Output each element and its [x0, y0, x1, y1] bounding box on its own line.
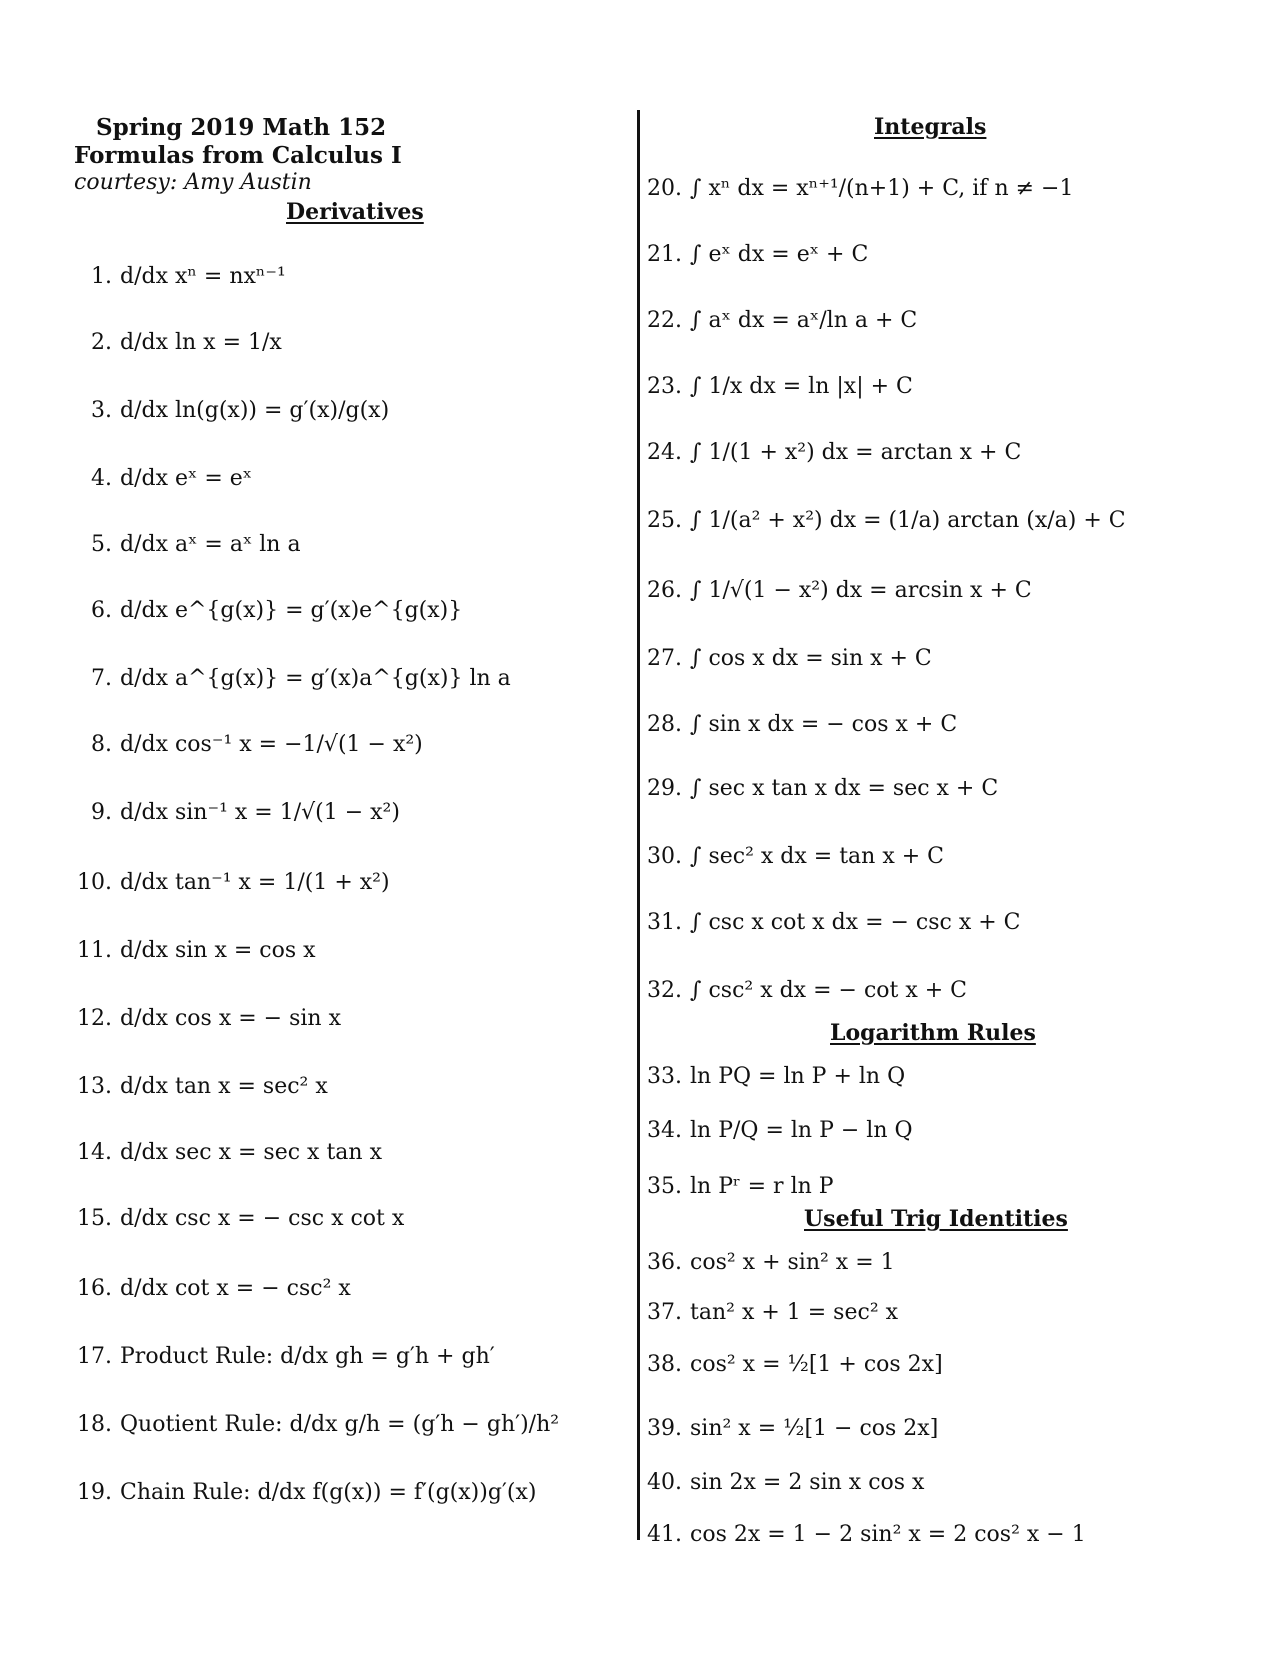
formula-number: 36. [647, 1250, 682, 1275]
formula-number: 15. [77, 1206, 112, 1231]
sheet-subtitle: Formulas from Calculus I [74, 142, 402, 169]
formula-number: 29. [647, 776, 682, 801]
formula-expression: ∫ sec² x dx = tan x + C [690, 844, 944, 869]
formula-expression: d/dx ln(g(x)) = g′(x)/g(x) [120, 398, 390, 423]
formula-number: 7. [91, 666, 112, 691]
formula-expression: cos² x + sin² x = 1 [690, 1250, 895, 1275]
formula-number: 40. [647, 1470, 682, 1495]
formula-expression: d/dx sec x = sec x tan x [120, 1140, 382, 1165]
trig-identities-heading: Useful Trig Identities [804, 1206, 1068, 1232]
formula-expression: Product Rule: d/dx gh = g′h + gh′ [120, 1344, 495, 1369]
formula-expression: sin² x = ½[1 − cos 2x] [690, 1416, 939, 1441]
formula-number: 13. [77, 1074, 112, 1099]
formula-number: 9. [91, 800, 112, 825]
formula-number: 34. [647, 1118, 682, 1143]
formula-number: 4. [91, 466, 112, 491]
formula-number: 8. [91, 732, 112, 757]
formula-expression: d/dx sin⁻¹ x = 1/√(1 − x²) [120, 800, 400, 825]
formula-number: 35. [647, 1174, 682, 1199]
formula-expression: ∫ cos x dx = sin x + C [690, 646, 932, 671]
formula-number: 24. [647, 440, 682, 465]
formula-expression: d/dx aˣ = aˣ ln a [120, 532, 301, 557]
formula-expression: d/dx tan x = sec² x [120, 1074, 328, 1099]
formula-number: 14. [77, 1140, 112, 1165]
derivatives-heading: Derivatives [286, 199, 424, 225]
formula-number: 22. [647, 308, 682, 333]
formula-expression: d/dx tan⁻¹ x = 1/(1 + x²) [120, 870, 390, 895]
formula-number: 17. [77, 1344, 112, 1369]
formula-number: 38. [647, 1352, 682, 1377]
integrals-heading: Integrals [874, 114, 987, 140]
formula-number: 41. [647, 1522, 682, 1547]
logarithm-rules-heading: Logarithm Rules [830, 1020, 1036, 1046]
formula-number: 10. [77, 870, 112, 895]
formula-number: 3. [91, 398, 112, 423]
formula-expression: tan² x + 1 = sec² x [690, 1300, 899, 1325]
course-title: Spring 2019 Math 152 [96, 114, 387, 141]
formula-expression: d/dx sin x = cos x [120, 938, 316, 963]
formula-expression: d/dx eˣ = eˣ [120, 466, 253, 491]
formula-expression: ∫ eˣ dx = eˣ + C [690, 242, 869, 267]
formula-number: 28. [647, 712, 682, 737]
formula-expression: ∫ csc² x dx = − cot x + C [690, 978, 967, 1003]
formula-number: 25. [647, 508, 682, 533]
formula-number: 26. [647, 578, 682, 603]
formula-number: 2. [91, 330, 112, 355]
formula-expression: d/dx ln x = 1/x [120, 330, 282, 355]
formula-expression: d/dx csc x = − csc x cot x [120, 1206, 405, 1231]
formula-expression: ln P/Q = ln P − ln Q [690, 1118, 913, 1143]
formula-expression: ∫ sin x dx = − cos x + C [690, 712, 958, 737]
formula-number: 27. [647, 646, 682, 671]
formula-number: 5. [91, 532, 112, 557]
formula-number: 31. [647, 910, 682, 935]
formula-expression: ∫ xⁿ dx = xⁿ⁺¹/(n+1) + C, if n ≠ −1 [690, 176, 1074, 201]
formula-number: 6. [91, 598, 112, 623]
formula-expression: cos² x = ½[1 + cos 2x] [690, 1352, 943, 1377]
formula-expression: ln PQ = ln P + ln Q [690, 1064, 906, 1089]
formula-number: 1. [91, 264, 112, 289]
formula-expression: ∫ 1/√(1 − x²) dx = arcsin x + C [690, 578, 1032, 603]
formula-number: 37. [647, 1300, 682, 1325]
formula-expression: ∫ 1/x dx = ln |x| + C [690, 374, 913, 399]
formula-expression: d/dx cot x = − csc² x [120, 1276, 351, 1301]
formula-number: 23. [647, 374, 682, 399]
formula-expression: ∫ 1/(a² + x²) dx = (1/a) arctan (x/a) + C [690, 508, 1126, 533]
formula-expression: Quotient Rule: d/dx g/h = (g′h − gh′)/h² [120, 1412, 560, 1437]
formula-number: 30. [647, 844, 682, 869]
courtesy-line: courtesy: Amy Austin [74, 170, 312, 195]
formula-expression: d/dx cos⁻¹ x = −1/√(1 − x²) [120, 732, 423, 757]
formula-expression: cos 2x = 1 − 2 sin² x = 2 cos² x − 1 [690, 1522, 1086, 1547]
formula-expression: d/dx cos x = − sin x [120, 1006, 341, 1031]
formula-number: 33. [647, 1064, 682, 1089]
formula-number: 18. [77, 1412, 112, 1437]
formula-number: 12. [77, 1006, 112, 1031]
formula-expression: Chain Rule: d/dx f(g(x)) = f′(g(x))g′(x) [120, 1480, 537, 1505]
formula-expression: ∫ sec x tan x dx = sec x + C [690, 776, 999, 801]
formula-number: 11. [77, 938, 112, 963]
formula-number: 32. [647, 978, 682, 1003]
formula-expression: ln Pʳ = r ln P [690, 1174, 834, 1199]
formula-number: 21. [647, 242, 682, 267]
formula-expression: d/dx a^{g(x)} = g′(x)a^{g(x)} ln a [120, 666, 511, 691]
formula-number: 16. [77, 1276, 112, 1301]
formula-expression: d/dx xⁿ = nxⁿ⁻¹ [120, 264, 286, 289]
formula-number: 39. [647, 1416, 682, 1441]
formula-expression: d/dx e^{g(x)} = g′(x)e^{g(x)} [120, 598, 463, 623]
formula-number: 19. [77, 1480, 112, 1505]
formula-expression: ∫ csc x cot x dx = − csc x + C [690, 910, 1021, 935]
formula-expression: ∫ 1/(1 + x²) dx = arctan x + C [690, 440, 1022, 465]
formula-number: 20. [647, 176, 682, 201]
formula-expression: ∫ aˣ dx = aˣ/ln a + C [690, 308, 918, 333]
formula-expression: sin 2x = 2 sin x cos x [690, 1470, 925, 1495]
